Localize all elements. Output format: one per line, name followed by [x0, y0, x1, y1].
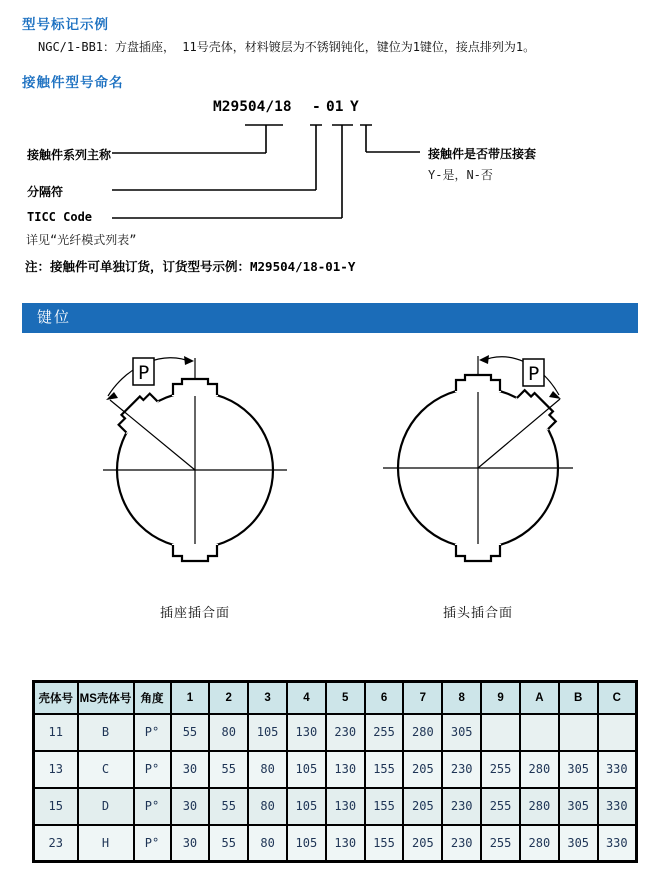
model-marking-example-text: NGC/1-BB1：方盘插座， 11号壳体，材料镀层为不锈钢钝化，键位为1键位，接点排列为1。: [38, 40, 536, 54]
table-cell: 105: [287, 788, 326, 825]
socket-face-diagram: [60, 348, 340, 628]
table-cell: P°: [134, 788, 171, 825]
ordering-note: 注：接触件可单独订货，订货型号示例：M29504/18-01-Y: [25, 259, 356, 274]
table-cell: 105: [287, 825, 326, 862]
table-cell: 305: [559, 788, 598, 825]
table-cell: 330: [598, 788, 637, 825]
table-cell: 130: [326, 825, 365, 862]
table-cell: 55: [209, 825, 248, 862]
table-header-cell: A: [520, 682, 559, 714]
table-header-cell: B: [559, 682, 598, 714]
table-cell: [520, 714, 559, 751]
key-tab-bottom: [172, 544, 218, 562]
table-header-cell: 1: [171, 682, 210, 714]
table-cell: 23: [34, 825, 78, 862]
arc-arrowhead-left: [106, 392, 118, 400]
table-header-cell: 壳体号: [34, 682, 78, 714]
table-cell: 105: [248, 714, 287, 751]
table-cell: 105: [287, 751, 326, 788]
table-cell: 205: [403, 788, 442, 825]
table-cell: 305: [559, 825, 598, 862]
table-cell: 330: [598, 825, 637, 862]
table-cell: 80: [248, 788, 287, 825]
table-cell: 155: [365, 825, 404, 862]
table-cell: 205: [403, 825, 442, 862]
arc-arrowhead-left: [479, 355, 489, 364]
table-row: [34, 751, 637, 788]
table-header-cell: 8: [442, 682, 481, 714]
table-cell: 80: [209, 714, 248, 751]
crimp-sleeve-label: 接触件是否带压接套: [428, 147, 537, 161]
ticc-code-label: TICC Code: [27, 210, 93, 224]
key-tab-top: [172, 378, 218, 396]
table-cell: D: [78, 788, 134, 825]
table-cell: 55: [209, 788, 248, 825]
table-cell: 80: [248, 751, 287, 788]
keying-section-banner: [22, 303, 638, 333]
table-cell: 55: [209, 751, 248, 788]
table-cell: B: [78, 714, 134, 751]
model-code-separator: -: [312, 99, 321, 115]
table-header-cell: 4: [287, 682, 326, 714]
table-header-cell: 9: [481, 682, 520, 714]
table-cell: 13: [34, 751, 78, 788]
table-cell: 255: [481, 751, 520, 788]
table-cell: 230: [326, 714, 365, 751]
model-code-ticc: 01: [326, 99, 344, 115]
model-code-series: M29504/18: [213, 99, 292, 115]
table-cell: 255: [481, 788, 520, 825]
table-row: [34, 788, 637, 825]
table-cell: P°: [134, 714, 171, 751]
arc-arrowhead-right: [184, 356, 194, 365]
key-tab-polarizing: [114, 389, 159, 434]
table-header-cell: 6: [365, 682, 404, 714]
table-header-cell: 3: [248, 682, 287, 714]
plug-face-diagram: [350, 348, 630, 628]
arc-arrowhead-right: [549, 391, 561, 399]
table-header-cell: C: [598, 682, 637, 714]
p-marker-text: P: [528, 363, 540, 385]
table-cell: 80: [248, 825, 287, 862]
separator-label: 分隔符: [27, 185, 64, 199]
table-cell: 230: [442, 788, 481, 825]
table-cell: 205: [403, 751, 442, 788]
table-cell: 30: [171, 825, 210, 862]
table-header-cell: 角度: [134, 682, 171, 714]
table-cell: 230: [442, 825, 481, 862]
table-cell: [559, 714, 598, 751]
table-cell: 30: [171, 751, 210, 788]
table-cell: C: [78, 751, 134, 788]
p-marker-text: P: [138, 362, 150, 384]
table-cell: [598, 714, 637, 751]
key-tab-top: [455, 374, 501, 392]
plug-face-caption: 插头插合面: [442, 606, 513, 621]
keying-banner-label: 键位: [37, 309, 72, 326]
key-table-body: [34, 714, 637, 862]
table-cell: [481, 714, 520, 751]
table-cell: 280: [403, 714, 442, 751]
table-cell: 15: [34, 788, 78, 825]
table-cell: 280: [520, 825, 559, 862]
table-cell: 230: [442, 751, 481, 788]
table-cell: H: [78, 825, 134, 862]
table-cell: 130: [287, 714, 326, 751]
table-cell: 330: [598, 751, 637, 788]
table-cell: 30: [171, 788, 210, 825]
table-header-cell: MS壳体号: [78, 682, 134, 714]
table-cell: 280: [520, 751, 559, 788]
table-cell: 255: [481, 825, 520, 862]
heading-model-marking: 型号标记示例: [22, 17, 109, 32]
heading-contact-naming: 接触件型号命名: [22, 75, 124, 90]
table-cell: 155: [365, 788, 404, 825]
model-code-suffix: Y: [350, 99, 359, 115]
table-cell: P°: [134, 751, 171, 788]
table-cell: P°: [134, 825, 171, 862]
crimp-sleeve-options: Y-是，N-否: [428, 168, 493, 182]
table-cell: 305: [559, 751, 598, 788]
table-row: [34, 825, 637, 862]
table-row: [34, 714, 637, 751]
table-header-cell: 2: [209, 682, 248, 714]
table-cell: 305: [442, 714, 481, 751]
key-position-table: [32, 680, 638, 863]
table-cell: 130: [326, 788, 365, 825]
key-tab-bottom: [455, 544, 501, 562]
ticc-note: 详见“光纤模式列表”: [26, 233, 137, 247]
key-table-head: [34, 682, 637, 714]
table-cell: 11: [34, 714, 78, 751]
table-cell: 155: [365, 751, 404, 788]
table-header-cell: 5: [326, 682, 365, 714]
table-cell: 255: [365, 714, 404, 751]
table-header-cell: 7: [403, 682, 442, 714]
table-cell: 130: [326, 751, 365, 788]
series-name-label: 接触件系列主称: [27, 148, 112, 162]
table-cell: 55: [171, 714, 210, 751]
socket-face-caption: 插座插合面: [159, 606, 230, 621]
table-cell: 280: [520, 788, 559, 825]
